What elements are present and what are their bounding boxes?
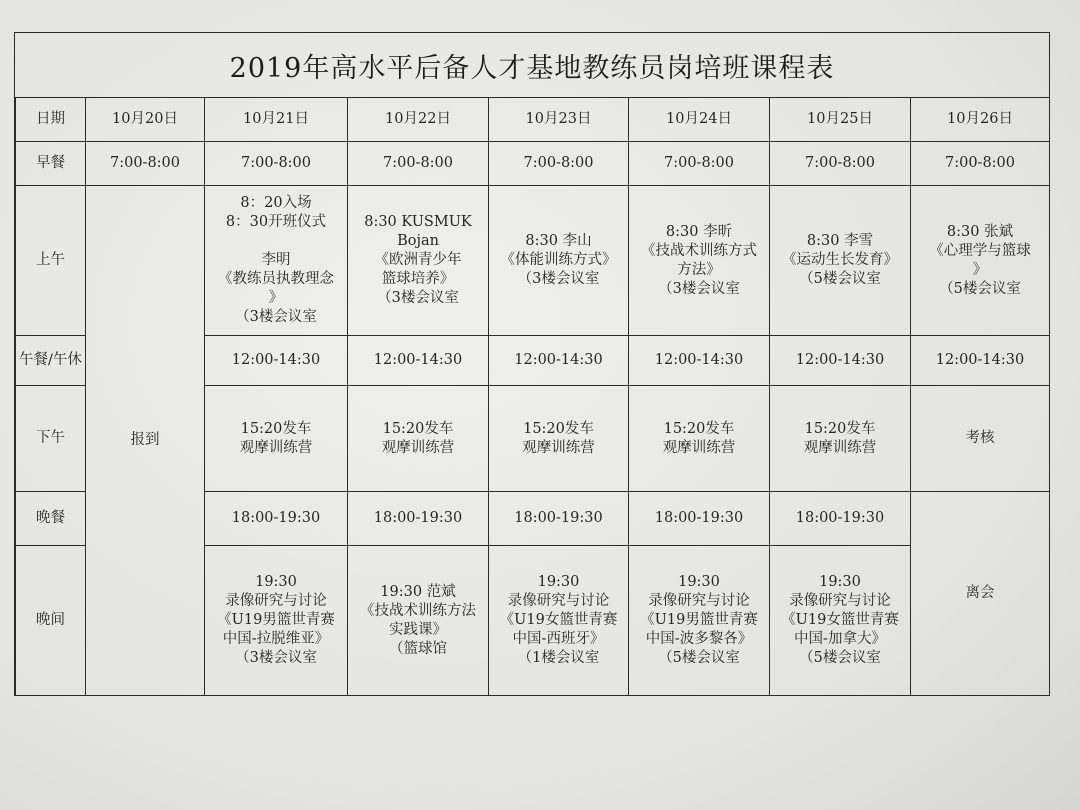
row-label-date: 日期 [16,98,86,142]
breakfast-cell: 7:00-8:00 [770,142,911,186]
cell-line: 19:30 [678,574,720,590]
morning-row [16,186,1050,336]
cell-line: 15:20发车 [804,420,876,437]
cell-line: 实践课》 [389,621,447,638]
cell-line: （5楼会议室 [658,650,740,666]
afternoon-cell [629,386,770,492]
breakfast-cell: 7:00-8:00 [911,142,1050,186]
cell-line: 观摩训练营 [662,439,736,456]
row-label-afternoon: 下午 [16,386,86,492]
breakfast-row [16,142,1050,186]
cell-line: （篮球馆 [389,640,447,657]
cell-line: （5楼会议室 [939,280,1021,297]
session-cell [489,186,629,336]
cell-line: 观摩训练营 [381,439,455,456]
cell-line: （3楼会议室 [517,271,600,287]
date-cell: 10月25日 [770,98,911,142]
cell-line: 8:30 李昕 [665,223,733,240]
cell-line: 观摩训练营 [522,439,595,456]
lunch-cell: 12:00-14:30 [205,336,348,386]
cell-line: Bojan [397,233,439,249]
date-cell: 10月24日 [629,98,770,142]
cell-line: 《U19女篮世青赛 [781,612,899,628]
evening-cell [205,546,348,696]
breakfast-cell: 7:00-8:00 [348,142,489,186]
cell-line: 8:30 李雪 [806,233,874,249]
cell-line: 19:30 范斌 [380,583,456,600]
session-cell [911,186,1050,336]
dinner-cell: 18:00-19:30 [205,492,348,546]
breakfast-cell: 7:00-8:00 [205,142,348,186]
lunch-cell: 12:00-14:30 [629,336,770,386]
schedule-title: 2019年高水平后备人才基地教练员岗培班课程表 [15,33,1049,98]
cell-line: 19:30 [537,574,580,590]
cell-line: 15:20发车 [663,420,735,437]
cell-line: 李明 [261,252,291,268]
cell-line: （5楼会议室 [799,650,881,666]
cell-line: 《U19男篮世青赛 [217,612,335,628]
cell-line: 中国-拉脱维亚》 [222,631,330,647]
date-cell: 10月26日 [911,98,1050,142]
cell-line: 8:30 张斌 [946,223,1014,240]
date-row [16,98,1050,142]
cell-line: 中国-波多黎各》 [645,631,753,647]
cell-line: （3楼会议室 [235,650,317,666]
session-cell [348,186,489,336]
cell-line: （3楼会议室 [235,309,317,325]
evening-cell [629,546,770,696]
lunch-cell: 12:00-14:30 [489,336,629,386]
cell-line: （1楼会议室 [517,650,600,666]
cell-line: 15:20发车 [523,420,594,437]
lunch-cell: 12:00-14:30 [348,336,489,386]
lunch-cell: 12:00-14:30 [911,336,1050,386]
cell-line: （3楼会议室 [658,280,740,297]
cell-line: 《欧洲青少年 [374,252,462,268]
evening-cell [770,546,911,696]
row-label-lunch: 午餐/午休 [16,336,86,386]
cell-line: 《心理学与篮球 [929,242,1031,259]
breakfast-cell: 7:00-8:00 [489,142,629,186]
cell-line [207,232,345,251]
breakfast-cell: 7:00-8:00 [629,142,770,186]
cell-line: 录像研究与讨论 [225,593,327,609]
cell-line: 15:20发车 [382,420,454,437]
date-cell: 10月20日 [86,98,205,142]
cell-line: 观摩训练营 [803,439,877,456]
cell-line: 中国-加拿大》 [794,631,886,647]
row-label-morning: 上午 [16,186,86,336]
breakfast-cell: 7:00-8:00 [86,142,205,186]
cell-line: 《U19男篮世青赛 [640,612,758,628]
cell-line: 《教练员执教理念 [218,271,334,287]
schedule-sheet [14,32,1050,696]
dinner-cell: 18:00-19:30 [770,492,911,546]
afternoon-cell [205,386,348,492]
afternoon-cell [348,386,489,492]
date-cell: 10月23日 [489,98,629,142]
cell-line: （3楼会议室 [377,290,459,306]
afternoon-cell [911,386,1050,492]
cell-line: 19:30 [255,574,297,590]
session-cell [629,186,770,336]
dinner-cell: 18:00-19:30 [489,492,629,546]
cell-line: 考核 [965,430,995,446]
cell-line: 8:30 KUSMUK [364,214,472,230]
cell-line: 《运动生长发育》 [782,252,898,268]
schedule-table [15,97,1050,696]
cell-line: 篮球培养》 [381,271,455,287]
departure-cell: 离会 [911,492,1050,696]
dinner-cell: 18:00-19:30 [348,492,489,546]
cell-line: 录像研究与讨论 [507,593,610,609]
cell-line: （5楼会议室 [799,271,881,287]
evening-cell [348,546,489,696]
cell-line: 8：30开班仪式 [225,214,327,230]
cell-line: 《技战术训练方式 [641,242,757,259]
cell-line: 中国-西班牙》 [512,631,605,647]
session-cell [770,186,911,336]
cell-line: 19:30 [819,574,861,590]
checkin-cell: 报到 [86,186,205,696]
cell-line: 观摩训练营 [239,439,313,456]
cell-line: 《U19女篮世青赛 [499,612,618,628]
dinner-cell: 18:00-19:30 [629,492,770,546]
cell-line: 15:20发车 [240,420,312,437]
cell-line: 《技战术训练方法 [360,602,476,619]
cell-line: 《体能训练方式》 [500,252,617,268]
row-label-dinner: 晚餐 [16,492,86,546]
cell-line: 方法》 [677,261,721,278]
afternoon-cell [489,386,629,492]
afternoon-cell [770,386,911,492]
cell-line: 》 [972,261,988,278]
lunch-cell: 12:00-14:30 [770,336,911,386]
evening-cell [489,546,629,696]
cell-line: 》 [268,290,284,306]
date-cell: 10月22日 [348,98,489,142]
session-cell [205,186,348,336]
row-label-breakfast: 早餐 [16,142,86,186]
cell-line: 8：20入场 [240,195,312,211]
cell-line: 录像研究与讨论 [789,593,891,609]
cell-line: 8:30 李山 [525,233,592,249]
row-label-evening: 晚间 [16,546,86,696]
date-cell: 10月21日 [205,98,348,142]
cell-line: 录像研究与讨论 [648,593,750,609]
